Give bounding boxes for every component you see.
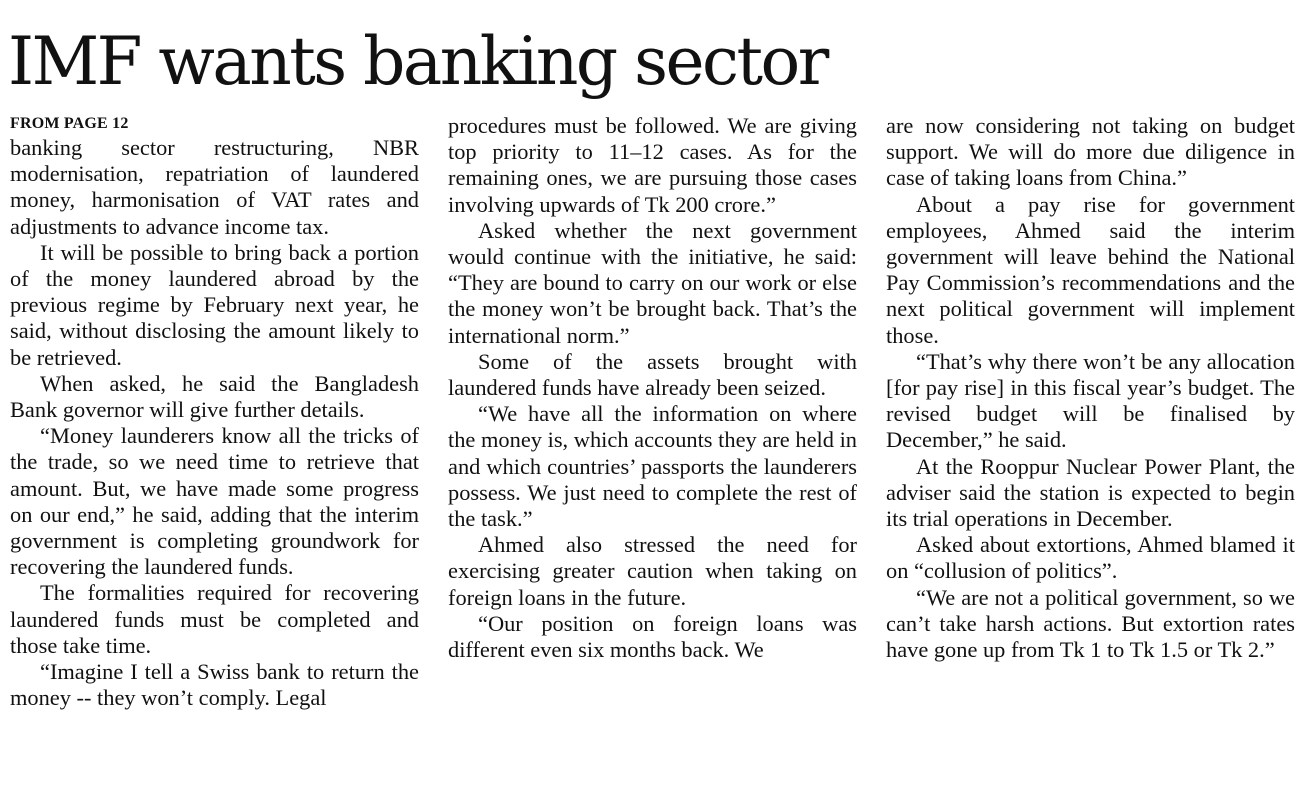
- article-column-3: [886, 113, 1295, 663]
- paragraph: “Our position on foreign loans was different even six months back. We: [448, 610, 857, 663]
- paragraph: Asked whether the next government would continue with the initiative, he said: “They are bound to carry on our work or else the money won’t be brought back. That’s the international norm.”: [448, 217, 857, 348]
- paragraph: procedures must be followed. We are giving top priority to 11–12 cases. As for the remaining ones, we are pursuing those cases involving upwards of Tk 200 crore.”: [448, 113, 857, 217]
- paragraph: The formalities required for recovering laundered funds must be completed and those take time.: [10, 580, 419, 658]
- paragraph: At the Rooppur Nuclear Power Plant, the adviser said the station is expected to begin its trial operations in December.: [886, 453, 1295, 532]
- paragraph: It will be possible to bring back a portion of the money laundered abroad by the previous regime by February next year, he said, without disclosing the amount likely to be retrieved.: [10, 239, 419, 370]
- headline: IMF wants banking sector: [8, 23, 827, 100]
- paragraph: “We are not a political government, so we can’t take harsh actions. But extortion rates have gone up from Tk 1 to Tk 1.5 or Tk 2.”: [886, 584, 1295, 663]
- paragraph: “We have all the information on where the money is, which accounts they are held in and which countries’ passports the launderers possess. We just need to complete the rest of the task.”: [448, 401, 857, 532]
- paragraph: Asked about extortions, Ahmed blamed it on “collusion of politics”.: [886, 532, 1295, 584]
- paragraph: When asked, he said the Bangladesh Bank governor will give further details.: [10, 370, 419, 423]
- paragraph: “Money launderers know all the tricks of the trade, so we need time to retrieve that amount. But, we have made some progress on our end,” he said, adding that the interim government is completing groundwork for recovering the laundered funds.: [10, 423, 419, 580]
- paragraph: Some of the assets brought with laundered funds have already been seized.: [448, 348, 857, 401]
- paragraph: are now considering not taking on budget support. We will do more due diligence in case of taking loans from China.”: [886, 113, 1295, 191]
- paragraph: “Imagine I tell a Swiss bank to return the money -- they won’t comply. Legal: [10, 659, 419, 711]
- article-column-1: [10, 113, 419, 711]
- paragraph: About a pay rise for government employees, Ahmed said the interim government will leave behind the National Pay Commission’s recommendations and the next political government will implement those.: [886, 191, 1295, 348]
- article-column-2: [448, 113, 857, 663]
- paragraph: “That’s why there won’t be any allocation [for pay rise] in this fiscal year’s budget. The revised budget will be finalised by December,” he said.: [886, 348, 1295, 453]
- paragraph: banking sector restructuring, NBR modernisation, repatriation of laundered money, harmonisation of VAT rates and adjustments to advance income tax.: [10, 135, 419, 239]
- paragraph: Ahmed also stressed the need for exercising greater caution when taking on foreign loans in the future.: [448, 532, 857, 610]
- continued-from-label: FROM PAGE 12: [10, 115, 129, 132]
